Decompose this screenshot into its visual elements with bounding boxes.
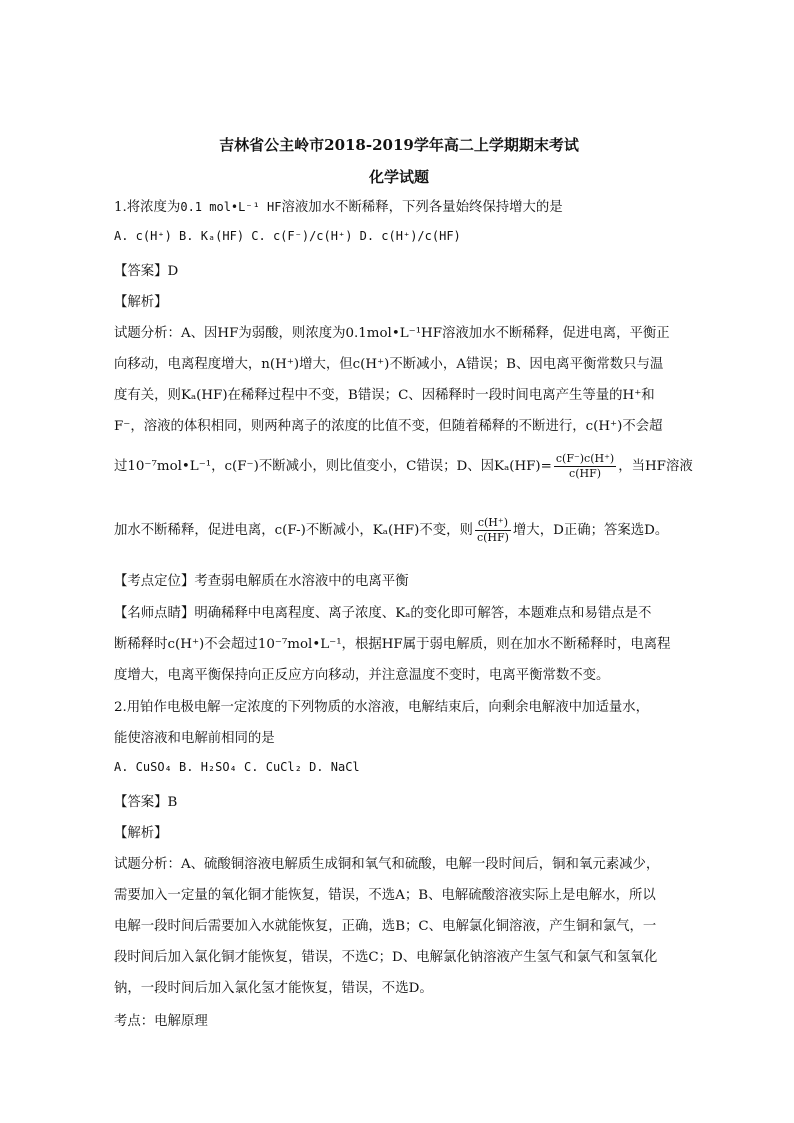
q2-options: A. CuSO₄ B. H₂SO₄ C. CuCl₂ D. NaCl [114, 760, 360, 774]
q1-mingshi-line: 【名师点睛】明确稀释中电离程度、离子浓度、Kₐ的变化即可解答，本题难点和易错点是不 [114, 606, 652, 621]
q2-stem: 2.用铂作电极电解一定浓度的下列物质的水溶液，电解结束后，向剩余电解液中加适量水， [114, 700, 650, 715]
q1-analysis-label: 【解析】 [114, 295, 168, 310]
q1-mingshi-line: 断稀释时c(H⁺)不会超过10⁻⁷mol•L⁻¹，根据HF属于弱电解质，则在加水不断稀释时，电离程 [114, 637, 671, 652]
q1-answer: 【答案】D [114, 264, 179, 279]
document-title: 吉林省公主岭市2018-2019学年高二上学期期末考试 [219, 136, 579, 154]
q1-options: A. c(H⁺) B. Kₐ(HF) C. c(F⁻)/c(H⁺) D. c(H⁺)/c(HF) [114, 229, 461, 243]
q2-analysis-line: 段时间后加入氯化铜才能恢复，错误，不选C；D、电解氯化钠溶液产生氢气和氯气和氢氧化 [114, 950, 658, 965]
document-subtitle: 化学试题 [368, 168, 429, 186]
q2-answer: 【答案】B [114, 795, 178, 810]
q2-analysis-label: 【解析】 [114, 826, 168, 841]
q2-analysis-line: 钠，一段时间后加入氯化氢才能恢复，错误，不选D。 [114, 981, 433, 996]
q1-analysis-line: 加水不断稀释，促进电离，c(F-)不断减小，Kₐ(HF)不变，则 $\frac{c(H^+)}{c(HF)}$ 增大，D正确；答案选D。 [114, 516, 669, 544]
ratio-fraction: $\frac{c(H^+)}{c(HF)}$ [476, 516, 509, 544]
q2-analysis-line: 需要加入一定量的氧化铜才能恢复，错误，不选A；B、电解硫酸溶液实际上是电解水，所以 [114, 888, 656, 903]
q1-kaodian: 【考点定位】考查弱电解质在水溶液中的电离平衡 [114, 574, 409, 589]
q1-analysis-line: 过10⁻⁷mol•L⁻¹，c(F⁻)不断减小，则比值变小，C错误；D、因Kₐ(HF)= $\frac{c(F^-)c(H^+)}{c(HF)}$ ，当HF溶液 [114, 452, 693, 480]
q1-stem: 1.将浓度为0.1 mol•L⁻¹ HF溶液加水不断稀释，下列各量始终保持增大的是 [114, 200, 563, 215]
q2-analysis-line: 电解一段时间后需要加入水就能恢复，正确，选B；C、电解氯化铜溶液，产生铜和氯气，一 [114, 919, 657, 934]
q1-mingshi-line: 度增大，电离平衡保持向正反应方向移动，并注意温度不变时，电离平衡常数不变。 [114, 668, 610, 683]
ka-fraction: $\frac{c(F^-)c(H^+)}{c(HF)}$ [555, 452, 615, 480]
q1-analysis-line: 试题分析：A、因HF为弱酸，则浓度为0.1mol•L⁻¹HF溶液加水不断稀释，促进电离，平衡正 [114, 326, 670, 341]
q1-analysis-line: 度有关，则Kₐ(HF)在稀释过程中不变，B错误；C、因稀释时一段时间电离产生等量的H⁺和 [114, 388, 655, 403]
q2-analysis-line: 试题分析：A、硫酸铜溶液电解质生成铜和氧气和硫酸，电解一段时间后，铜和氧元素减少， [114, 857, 660, 872]
q2-kaodian: 考点：电解原理 [114, 1014, 208, 1029]
q1-analysis-line: F⁻，溶液的体积相同，则两种离子的浓度的比值不变，但随着稀释的不断进行，c(H⁺)不会超 [114, 419, 663, 434]
q2-stem: 能使溶液和电解前相同的是 [114, 731, 275, 746]
q1-analysis-line: 向移动，电离程度增大，n(H⁺)增大，但c(H⁺)不断减小，A错误；B、因电离平衡常数只与温 [114, 357, 664, 372]
